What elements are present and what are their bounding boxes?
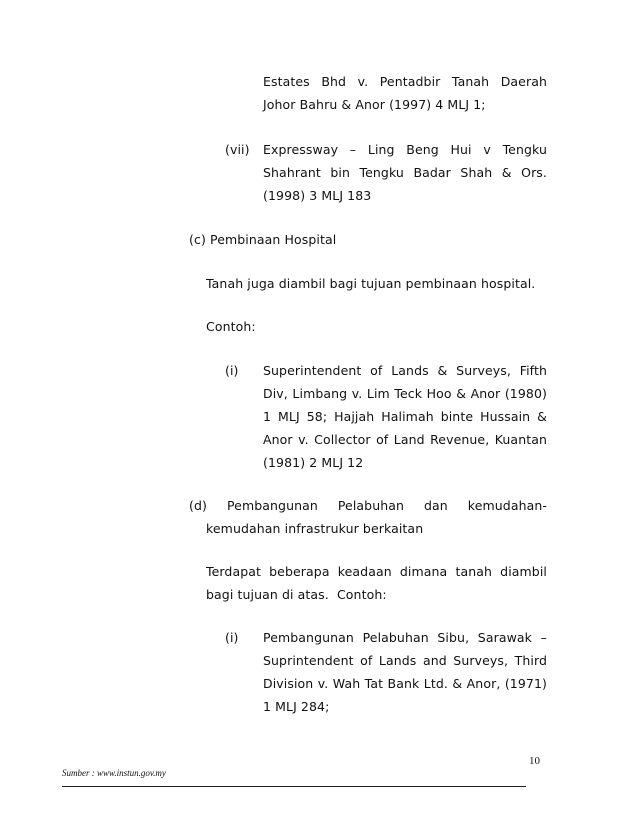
footer-rule bbox=[62, 786, 526, 787]
section-c-item-i-line-5: (1981) 2 MLJ 12 bbox=[263, 455, 364, 470]
item-vii-line-2: Shahrant bin Tengku Badar Shah & Ors. bbox=[263, 165, 547, 180]
case-continuation-line-1: Estates Bhd v. Pentadbir Tanah Daerah bbox=[263, 74, 547, 89]
section-c-paragraph: Tanah juga diambil bagi tujuan pembinaan hospital. bbox=[206, 276, 536, 291]
section-d-paragraph-line-2: bagi tujuan di atas. Contoh: bbox=[206, 587, 387, 602]
section-d-item-i-line-3: Division v. Wah Tat Bank Ltd. & Anor, (1971) bbox=[263, 676, 547, 691]
section-c-item-i-number: (i) bbox=[225, 363, 239, 378]
section-d-item-i-line-2: Suprintendent of Lands and Surveys, Third bbox=[263, 653, 547, 668]
case-continuation-line-2: Johor Bahru & Anor (1997) 4 MLJ 1; bbox=[263, 97, 486, 112]
page-number: 10 bbox=[529, 755, 540, 767]
section-d-heading-line-2: kemudahan infrastrukur berkaitan bbox=[206, 521, 424, 536]
item-vii-number: (vii) bbox=[225, 142, 250, 157]
section-c-item-i-line-3: 1 MLJ 58; Hajjah Halimah binte Hussain & bbox=[263, 409, 547, 424]
section-c-item-i-line-4: Anor v. Collector of Land Revenue, Kuantan bbox=[263, 432, 547, 447]
section-d-item-i-number: (i) bbox=[225, 630, 239, 645]
section-d-paragraph-line-1: Terdapat beberapa keadaan dimana tanah diambil bbox=[206, 564, 547, 579]
section-c-heading: (c) Pembinaan Hospital bbox=[189, 232, 337, 247]
section-c-contoh: Contoh: bbox=[206, 319, 256, 334]
section-d-item-i-line-1: Pembangunan Pelabuhan Sibu, Sarawak – bbox=[263, 630, 547, 645]
item-vii-line-3: (1998) 3 MLJ 183 bbox=[263, 188, 372, 203]
item-vii-line-1: Expressway – Ling Beng Hui v Tengku bbox=[263, 142, 547, 157]
section-d-item-i-line-4: 1 MLJ 284; bbox=[263, 699, 330, 714]
footer-source: Sumber : www.instun.gov.my bbox=[62, 768, 166, 778]
section-d-heading-line-1: (d) Pembangunan Pelabuhan dan kemudahan- bbox=[189, 498, 547, 513]
section-c-item-i-line-1: Superintendent of Lands & Surveys, Fifth bbox=[263, 363, 547, 378]
section-c-item-i-line-2: Div, Limbang v. Lim Teck Hoo & Anor (1980) bbox=[263, 386, 547, 401]
